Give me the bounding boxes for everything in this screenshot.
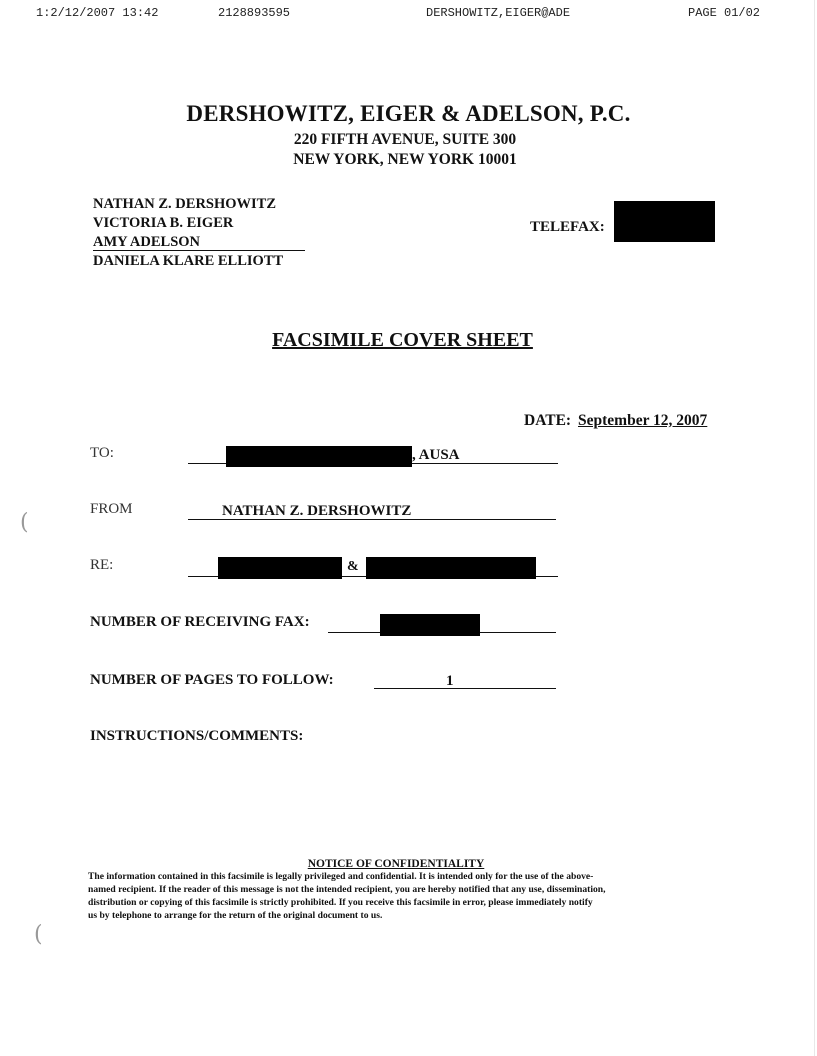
notice-line: named recipient. If the reader of this message is not the intended recipient, you are hereby notified that any use, dissemination, — [88, 884, 606, 895]
pages-line — [374, 688, 556, 689]
to-label: TO: — [90, 445, 114, 461]
redacted-receiving-fax — [380, 614, 480, 636]
scan-edge — [814, 0, 815, 1056]
redacted-re-party-2 — [366, 557, 536, 579]
fax-datetime: 1:2/12/2007 13:42 — [36, 6, 159, 20]
scan-mark: ( — [20, 510, 29, 535]
to-suffix: , AUSA — [412, 447, 460, 463]
pages-label: NUMBER OF PAGES TO FOLLOW: — [90, 672, 334, 688]
from-value: NATHAN Z. DERSHOWITZ — [222, 503, 412, 519]
redacted-telefax — [614, 201, 715, 242]
firm-address-line1: 220 FIFTH AVENUE, SUITE 300 — [293, 131, 517, 148]
notice-line: distribution or copying of this facsimile is strictly prohibited. If you receive this facsimile in error, please immediately notify — [88, 897, 593, 908]
date-value: September 12, 2007 — [578, 412, 708, 429]
date-label: DATE: — [524, 412, 572, 429]
attorney-underline — [93, 250, 305, 251]
telefax-label: TELEFAX: — [530, 219, 605, 235]
pages-value: 1 — [446, 673, 454, 689]
firm-name: DERSHOWITZ, EIGER & ADELSON, P.C. — [186, 101, 631, 126]
fax-page: PAGE 01/02 — [688, 6, 761, 20]
re-label: RE: — [90, 557, 114, 573]
notice-line: The information contained in this facsimile is legally privileged and confidential. It is intended only for the use of the above- — [88, 871, 594, 882]
attorney-name: AMY ADELSON — [93, 234, 201, 250]
instructions-label: INSTRUCTIONS/COMMENTS: — [90, 728, 304, 744]
scan-mark: ( — [34, 922, 43, 947]
cover-sheet-title: FACSIMILE COVER SHEET — [272, 329, 533, 351]
from-label: FROM — [90, 501, 133, 517]
redacted-re-party-1 — [218, 557, 342, 579]
attorney-name: NATHAN Z. DERSHOWITZ — [93, 196, 277, 212]
receiving-fax-label: NUMBER OF RECEIVING FAX: — [90, 614, 310, 630]
fax-phone: 2128893595 — [218, 6, 291, 20]
re-ampersand: & — [347, 559, 359, 574]
firm-address-line2: NEW YORK, NEW YORK 10001 — [293, 151, 517, 168]
attorney-name: DANIELA KLARE ELLIOTT — [93, 253, 284, 269]
attorney-name: VICTORIA B. EIGER — [93, 215, 234, 231]
notice-title: NOTICE OF CONFIDENTIALITY — [307, 858, 485, 870]
notice-line: us by telephone to arrange for the return of the original document to us. — [88, 910, 383, 921]
fax-sender: DERSHOWITZ,EIGER@ADE — [426, 6, 571, 20]
redacted-recipient — [226, 446, 412, 467]
